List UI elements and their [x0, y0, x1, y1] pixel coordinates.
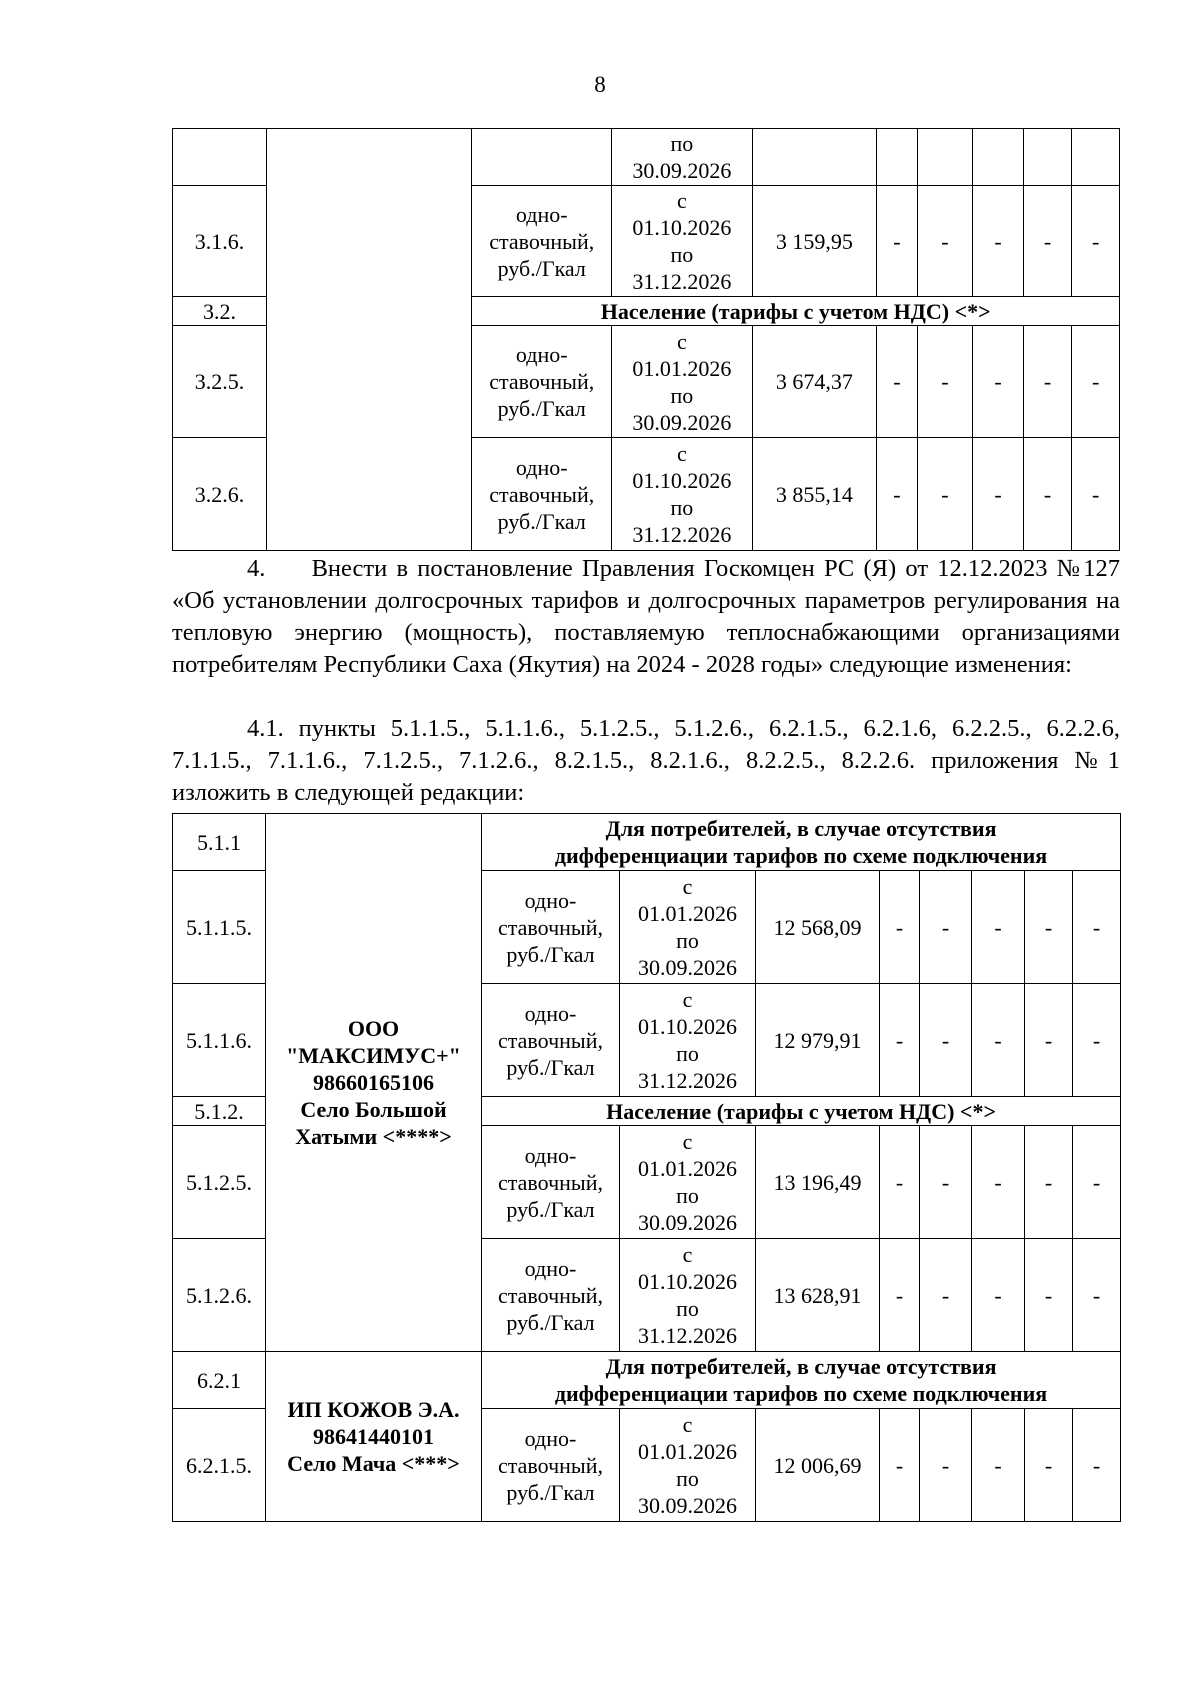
row-number-cell: 3.2.: [173, 297, 267, 326]
dash-cell: -: [1073, 984, 1121, 1097]
dash-cell: -: [973, 438, 1024, 551]
dash-cell: -: [973, 186, 1024, 297]
row-number-cell: 5.1.1.5.: [173, 871, 266, 984]
tariff-type-cell: одно- ставочный, руб./Гкал: [482, 1409, 620, 1522]
section-header-cell: Для потребителей, в случае отсутствия дифференциации тарифов по схеме подключения: [482, 814, 1121, 871]
tariff-value-cell: 3 159,95: [752, 186, 876, 297]
tariff-type-cell: одно- ставочный, руб./Гкал: [482, 1126, 620, 1239]
tariff-value-cell: 13 628,91: [756, 1239, 880, 1352]
row-number-cell: 6.2.1.5.: [173, 1409, 266, 1522]
dash-cell: -: [880, 871, 920, 984]
row-number-cell: 5.1.2.5.: [173, 1126, 266, 1239]
paragraph-text: 4.1. пункты 5.1.1.5., 5.1.1.6., 5.1.2.5., 5.1.2.6., 6.2.1.5., 6.2.1.6, 6.2.2.5., 6.2.2.6, 7.1.1.5., 7.1.1.6., 7.1.2.5., 7.1.2.6., 8.2.1.5., 8.2.1.6., 8.2.2.5., 8.2.2.6. приложения №1 изложить в следующей редакции:: [172, 715, 1120, 806]
dash-cell: -: [880, 1239, 920, 1352]
organization-cell: [267, 129, 472, 551]
dash-cell: -: [972, 1239, 1025, 1352]
dash-cell: -: [1072, 186, 1120, 297]
dash-cell: -: [972, 1126, 1025, 1239]
tariff-value-cell: 12 568,09: [756, 871, 880, 984]
dash-cell: -: [1073, 871, 1121, 984]
tariff-value-cell: 3 674,37: [752, 326, 876, 438]
row-number-cell: 5.1.2.: [173, 1097, 266, 1126]
period-cell: с 01.10.2026 по 31.12.2026: [620, 1239, 756, 1352]
dash-cell: -: [973, 326, 1024, 438]
dash-cell: -: [920, 871, 972, 984]
dash-cell: -: [1073, 1239, 1121, 1352]
table-row: [173, 814, 1121, 871]
dash-cell: -: [880, 1126, 920, 1239]
dash-cell: -: [1023, 186, 1072, 297]
dash-cell: -: [1073, 1409, 1121, 1522]
row-number-cell: 3.2.6.: [173, 438, 267, 551]
tariff-value-cell: 13 196,49: [756, 1126, 880, 1239]
organization-cell: ООО "МАКСИМУС+" 98660165106 Село Большой Хатыми <****>: [266, 814, 482, 1352]
row-number-cell: 5.1.1.6.: [173, 984, 266, 1097]
dash-cell: -: [1073, 1126, 1121, 1239]
page-number: 8: [594, 72, 606, 97]
table-row: [173, 1352, 1121, 1409]
table-row: [173, 129, 1120, 186]
period-cell: с 01.10.2026 по 31.12.2026: [620, 984, 756, 1097]
period-cell: с 01.01.2026 по 30.09.2026: [620, 1126, 756, 1239]
period-cell: с 01.01.2026 по 30.09.2026: [612, 326, 753, 438]
tariff-value-cell: 12 006,69: [756, 1409, 880, 1522]
tariff-table-continued: [172, 128, 1120, 551]
tariff-value-cell: 12 979,91: [756, 984, 880, 1097]
period-cell: с 01.10.2026 по 31.12.2026: [612, 438, 753, 551]
dash-cell: -: [972, 871, 1025, 984]
tariff-value-cell: 3 855,14: [752, 438, 876, 551]
paragraph-4: [172, 553, 1120, 681]
period-cell: с 01.10.2026 по 31.12.2026: [612, 186, 753, 297]
dash-cell: -: [920, 984, 972, 1097]
dash-cell: -: [877, 186, 917, 297]
tariff-value-cell: [752, 129, 876, 186]
tariff-type-cell: одно- ставочный, руб./Гкал: [472, 186, 612, 297]
section-header-cell: Население (тарифы с учетом НДС) <*>: [472, 297, 1120, 326]
dash-cell: -: [1025, 984, 1073, 1097]
dash-cell: -: [1023, 326, 1072, 438]
row-number-cell: 5.1.2.6.: [173, 1239, 266, 1352]
tariff-table-amended: [172, 813, 1121, 1522]
dash-cell: -: [920, 1239, 972, 1352]
period-cell: по 30.09.2026: [612, 129, 753, 186]
row-number-cell: 5.1.1: [173, 814, 266, 871]
dash-cell: -: [1025, 1126, 1073, 1239]
dash-cell: -: [1025, 1239, 1073, 1352]
tariff-type-cell: одно- ставочный, руб./Гкал: [482, 871, 620, 984]
period-cell: с 01.01.2026 по 30.09.2026: [620, 871, 756, 984]
dash-cell: -: [917, 186, 973, 297]
dash-cell: -: [1025, 1409, 1073, 1522]
dash-cell: -: [920, 1409, 972, 1522]
section-header-cell: Население (тарифы с учетом НДС) <*>: [482, 1097, 1121, 1126]
section-header-cell: Для потребителей, в случае отсутствия дифференциации тарифов по схеме подключения: [482, 1352, 1121, 1409]
dash-cell: -: [877, 326, 917, 438]
dash-cell: -: [917, 326, 973, 438]
dash-cell: -: [880, 984, 920, 1097]
paragraph-4-1: [172, 713, 1120, 809]
dash-cell: -: [1072, 326, 1120, 438]
row-number-cell: [173, 129, 267, 186]
paragraph-text: Внести в постановление Правления Госкомцен РС (Я) от 12.12.2023 №127 «Об установлении долгосрочных тарифов и долгосрочных параметров регулирования на тепловую энергию (мощность), поставляемую теплоснабжающими организациями потребителям Республики Саха (Якутия) на 2024 - 2028 годы» следующие изменения:: [172, 555, 1120, 678]
dash-cell: -: [917, 438, 973, 551]
dash-cell: -: [1023, 438, 1072, 551]
row-number-cell: 6.2.1: [173, 1352, 266, 1409]
dash-cell: -: [920, 1126, 972, 1239]
dash-cell: -: [877, 438, 917, 551]
dash-cell: -: [972, 1409, 1025, 1522]
paragraph-number: 4.: [247, 555, 266, 582]
tariff-type-cell: одно- ставочный, руб./Гкал: [472, 438, 612, 551]
dash-cell: -: [880, 1409, 920, 1522]
row-number-cell: 3.2.5.: [173, 326, 267, 438]
dash-cell: -: [1072, 438, 1120, 551]
tariff-type-cell: одно- ставочный, руб./Гкал: [472, 326, 612, 438]
tariff-type-cell: [472, 129, 612, 186]
tariff-type-cell: одно- ставочный, руб./Гкал: [482, 1239, 620, 1352]
period-cell: с 01.01.2026 по 30.09.2026: [620, 1409, 756, 1522]
organization-cell: ИП КОЖОВ Э.А. 98641440101 Село Мача <***>: [266, 1352, 482, 1522]
dash-cell: -: [972, 984, 1025, 1097]
tariff-type-cell: одно- ставочный, руб./Гкал: [482, 984, 620, 1097]
row-number-cell: 3.1.6.: [173, 186, 267, 297]
dash-cell: -: [1025, 871, 1073, 984]
